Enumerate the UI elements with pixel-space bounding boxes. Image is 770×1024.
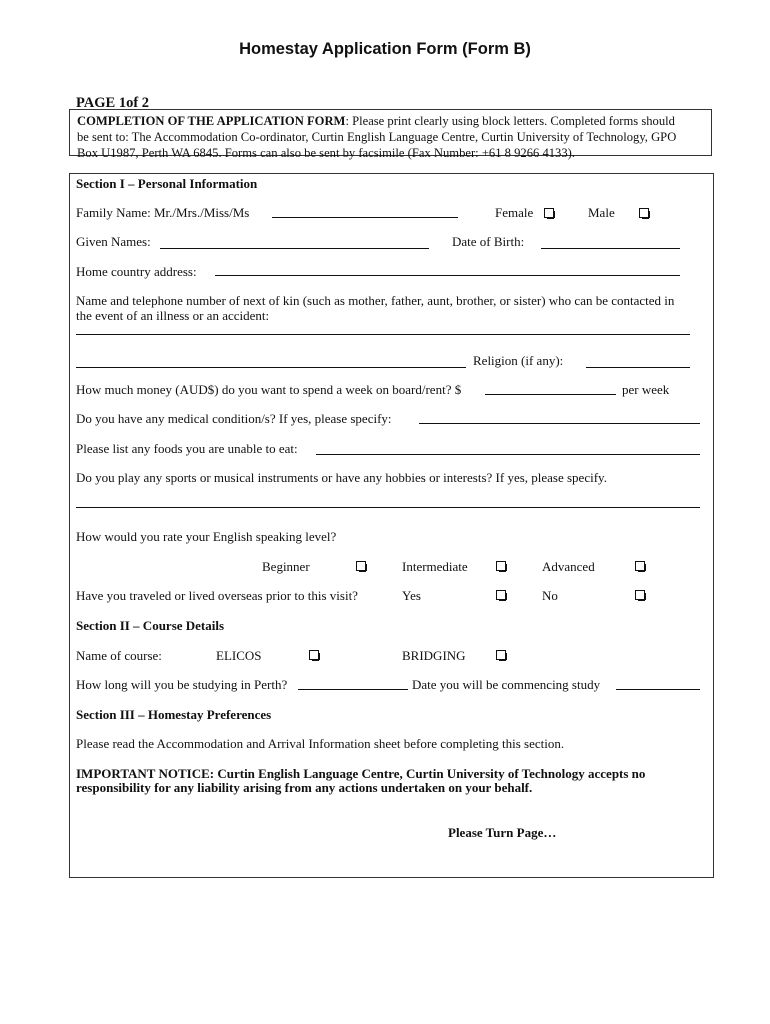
commencing-label: Date you will be commencing study	[412, 677, 601, 692]
religion-field[interactable]	[586, 367, 690, 368]
given-names-label: Given Names:	[76, 234, 151, 249]
section2-heading: Section II – Course Details	[76, 618, 225, 633]
section1-heading: Section I – Personal Information	[76, 176, 258, 191]
next-of-kin-field-1[interactable]	[76, 334, 690, 335]
completion-notice	[69, 109, 712, 160]
foods-field[interactable]	[316, 454, 700, 455]
bridging-checkbox-icon[interactable]	[496, 650, 506, 660]
traveled-label: Have you traveled or lived overseas prior to this visit?	[76, 588, 358, 603]
next-of-kin-field-2[interactable]	[76, 367, 466, 368]
foods-label: Please list any foods you are unable to eat:	[76, 441, 298, 456]
next-of-kin-label-2: the event of an illness or an accident:	[76, 308, 270, 323]
family-name-field[interactable]	[272, 217, 458, 218]
yes-checkbox-icon[interactable]	[496, 590, 506, 600]
per-week-label: per week	[622, 382, 670, 397]
notice-heading: COMPLETION OF THE APPLICATION FORM	[77, 114, 346, 128]
sports-field[interactable]	[76, 507, 700, 508]
money-label: How much money (AUD$) do you want to spend a week on board/rent? $	[76, 382, 462, 397]
advanced-label: Advanced	[542, 559, 595, 574]
family-name-label: Family Name: Mr./Mrs./Miss/Ms	[76, 205, 250, 220]
bridging-label: BRIDGING	[402, 648, 466, 663]
home-address-label: Home country address:	[76, 264, 197, 279]
no-label: No	[542, 588, 558, 603]
female-label: Female	[495, 205, 534, 220]
elicos-label: ELICOS	[216, 648, 262, 663]
male-checkbox-icon[interactable]	[639, 208, 649, 218]
advanced-checkbox-icon[interactable]	[635, 561, 645, 571]
intermediate-checkbox-icon[interactable]	[496, 561, 506, 571]
female-checkbox-icon[interactable]	[544, 208, 554, 218]
male-label: Male	[588, 205, 615, 220]
how-long-label: How long will you be studying in Perth?	[76, 677, 288, 692]
notice-line2: be sent to: The Accommodation Co-ordinator, Curtin English Language Centre, Curtin University of Technology, GPO	[77, 130, 677, 144]
important-notice-1: IMPORTANT NOTICE: Curtin English Language Centre, Curtin University of Technology accepts no	[76, 766, 646, 781]
notice-line1: : Please print clearly using block letters. Completed forms should	[345, 114, 675, 128]
turn-page-note: Please Turn Page…	[448, 825, 557, 840]
notice-line3: Box U1987, Perth WA 6845. Forms can also be sent by facsimile (Fax Number: +61 8 9266 4133).	[77, 146, 575, 160]
english-level-label: How would you rate your English speaking level?	[76, 529, 337, 544]
sports-label: Do you play any sports or musical instruments or have any hobbies or interests? If yes, please specify.	[76, 470, 607, 485]
medical-field[interactable]	[419, 423, 700, 424]
how-long-field[interactable]	[298, 689, 408, 690]
important-notice-2: responsibility for any liability arising from any actions undertaken on your behalf.	[76, 780, 533, 795]
home-address-field[interactable]	[215, 275, 680, 276]
page-label: PAGE 1of 2	[76, 95, 150, 111]
given-names-field[interactable]	[160, 248, 429, 249]
commencing-field[interactable]	[616, 689, 700, 690]
form-title: Homestay Application Form (Form B)	[239, 40, 531, 58]
no-checkbox-icon[interactable]	[635, 590, 645, 600]
read-note: Please read the Accommodation and Arrival Information sheet before completing this section.	[76, 736, 565, 751]
medical-label: Do you have any medical condition/s? If yes, please specify:	[76, 411, 392, 426]
religion-label: Religion (if any):	[473, 353, 564, 368]
dob-field[interactable]	[541, 248, 680, 249]
next-of-kin-label-1: Name and telephone number of next of kin (such as mother, father, aunt, brother, or sister) who can be contacted in	[76, 293, 675, 308]
section3-heading: Section III – Homestay Preferences	[76, 707, 272, 722]
beginner-checkbox-icon[interactable]	[356, 561, 366, 571]
money-field[interactable]	[485, 394, 616, 395]
beginner-label: Beginner	[262, 559, 310, 574]
yes-label: Yes	[402, 588, 421, 603]
intermediate-label: Intermediate	[402, 559, 468, 574]
dob-label: Date of Birth:	[452, 234, 525, 249]
form-body	[69, 173, 714, 878]
course-name-label: Name of course:	[76, 648, 162, 663]
elicos-checkbox-icon[interactable]	[309, 650, 319, 660]
